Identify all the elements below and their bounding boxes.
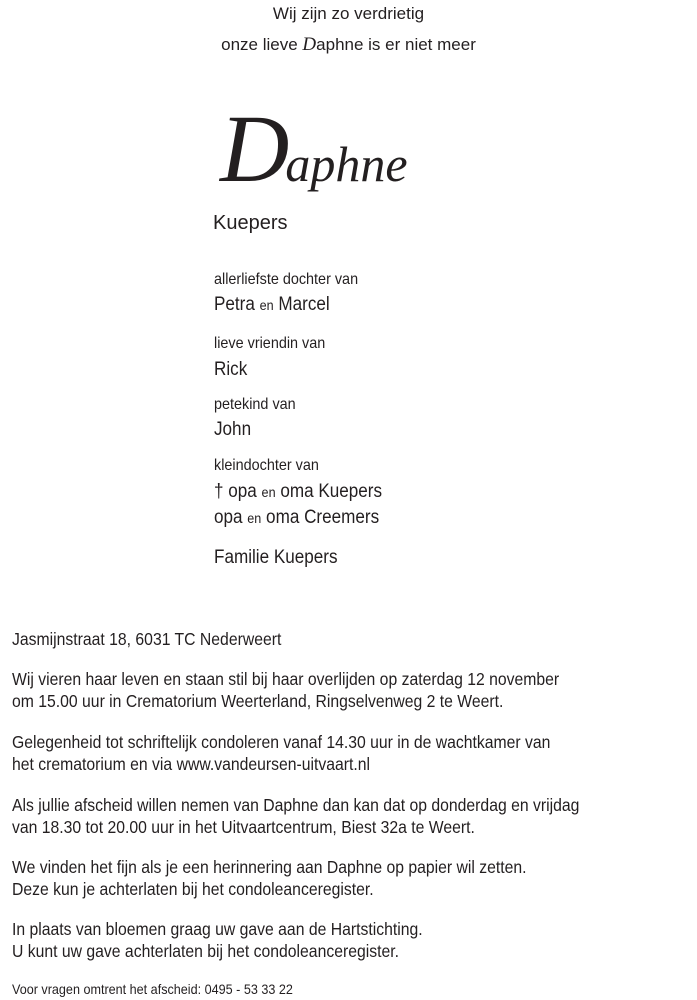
- paragraph-line: van 18.30 tot 20.00 uur in het Uitvaartcentrum, Biest 32a te Weert.: [12, 817, 475, 837]
- paragraph-line: In plaats van bloemen graag uw gave aan de Hartstichting.: [12, 919, 423, 939]
- contact-footer: Voor vragen omtrent het afscheid: 0495 - 53 33 22: [12, 981, 293, 997]
- address: Jasmijnstraat 18, 6031 TC Nederweert: [12, 629, 282, 649]
- paragraph-line: We vinden het fijn als je een herinnering aan Daphne op papier wil zetten.: [12, 857, 527, 877]
- conjunction: en: [259, 297, 274, 313]
- conjunction: en: [261, 484, 276, 500]
- conjunction: en: [247, 510, 262, 526]
- grandparent: opa: [228, 481, 257, 502]
- header-line-1: Wij zijn zo verdrietig: [272, 4, 425, 23]
- relation-label: allerliefste dochter van: [214, 271, 359, 288]
- paragraph-line: Als jullie afscheid willen nemen van Daphne dan kan dat op donderdag en vrijdag: [12, 795, 580, 815]
- friend-name: Rick: [214, 359, 248, 380]
- header-line-2: [0, 35, 697, 55]
- grandparents-2: [214, 507, 379, 529]
- parent-name: Petra: [214, 294, 255, 315]
- grandparent: opa: [214, 507, 243, 528]
- relation-label: lieve vriendin van: [214, 335, 326, 352]
- grandparent: oma Creemers: [266, 507, 380, 528]
- name-initial: D: [220, 95, 290, 202]
- paragraph-line: om 15.00 uur in Crematorium Weerterland, Ringselvenweg 2 te Weert.: [12, 691, 504, 711]
- name-rest: aphne: [285, 136, 408, 192]
- godparent-name: John: [214, 419, 252, 440]
- cross-icon: †: [214, 481, 224, 502]
- parent-name: Marcel: [278, 294, 330, 315]
- deceased-first-name: [220, 95, 408, 202]
- family-name: Familie Kuepers: [214, 547, 338, 568]
- header-text: onze lieve: [221, 35, 303, 54]
- grandparents-1: [214, 481, 382, 503]
- grandparent: oma Kuepers: [280, 481, 383, 502]
- header-script-initial: D: [302, 34, 317, 55]
- paragraph-line: Wij vieren haar leven en staan stil bij haar overlijden op zaterdag 12 november: [12, 669, 560, 689]
- header-text: aphne is er niet meer: [316, 35, 476, 54]
- paragraph-line: Gelegenheid tot schriftelijk condoleren vanaf 14.30 uur in de wachtkamer van: [12, 732, 551, 752]
- paragraph-line: U kunt uw gave achterlaten bij het condoleanceregister.: [12, 941, 399, 961]
- paragraph-line: het crematorium en via www.vandeursen-uitvaart.nl: [12, 754, 371, 774]
- deceased-last-name: Kuepers: [213, 212, 288, 234]
- paragraph-line: Deze kun je achterlaten bij het condoleanceregister.: [12, 879, 374, 899]
- relation-label: kleindochter van: [214, 457, 319, 474]
- parents: [214, 294, 330, 316]
- relation-label: petekind van: [214, 396, 296, 413]
